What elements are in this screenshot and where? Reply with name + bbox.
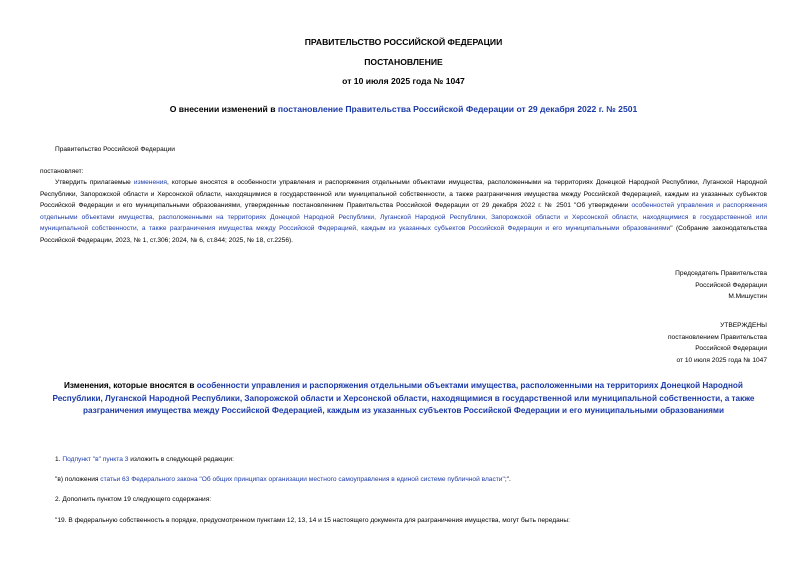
item-1-quote: "в) положения статьи 63 Федерального закона "Об общих принципах организации местного самоуправления в единой системе публичной власти";".: [55, 476, 511, 483]
decree-word: постановляет:: [40, 168, 84, 175]
approval-title: УТВЕРЖДЕНЫ: [720, 322, 767, 329]
item-19: "19. В федеральную собственность в порядке, предусмотренном пунктами 12, 13, 14 и 15 настоящего документа для разграничения имущества, могут быть переданы:: [55, 517, 570, 524]
document-type: ПОСТАНОВЛЕНИЕ: [364, 57, 443, 67]
title-link[interactable]: постановление Правительства Российской Федерации от 29 декабря 2022 г. № 2501: [277, 104, 638, 114]
features-link[interactable]: особенностей управления и распоряжения отдельными объектами имущества, расположенными на территориях Донецкой Народной Республики, Луганской Народной Республики, Запорожской области и Херсонской области, находящимися в государственной или муниципальной собственности, а также разграничения имущества между Российской Федерацией, каждым из указанных субъектов Российской Федерации и его муниципальными образованиями: [40, 202, 768, 232]
changes-link[interactable]: изменения: [133, 179, 168, 186]
issuer: Правительство Российской Федерации: [55, 146, 175, 153]
item-2: 2. Дополнить пунктом 19 следующего содержания:: [55, 496, 212, 503]
signature-block: [675, 268, 767, 303]
signature-org: Российской Федерации: [695, 281, 767, 289]
approval-org: Российской Федерации: [695, 345, 767, 352]
annex-title: Изменения, которые вносятся в особенности управления и распоряжения отдельными объектами имущества, расположенными на территориях Донецкой Народной Республики, Луганской Народной Республики, Запорожской области и Херсонской области, находящимися в государственной или муниципальной собственности, а также разграничения имущества между Российской Федерацией, каждым из указанных субъектов Российской Федерации и его муниципальными образованиями: [52, 381, 755, 415]
federal-law-link[interactable]: статьи 63 Федерального закона "Об общих принципах организации местного самоуправления в единой системе публичной власти": [100, 476, 505, 483]
document-date-number: от 10 июля 2025 года № 1047: [342, 76, 465, 86]
annex-title-link[interactable]: особенности управления и распоряжения отдельными объектами имущества, расположенными на территориях Донецкой Народной Республики, Луганской Народной Республики, Запорожской области и Херсонской области, находящимися в государственной или муниципальной собственности, а также разграничения имущества между Российской Федерацией, каждым из указанных субъектов Российской Федерации и его муниципальными образованиями: [52, 381, 755, 415]
paragraph-main: Утвердить прилагаемые изменения, которые вносятся в особенности управления и распоряжения отдельными объектами имущества, расположенными на территориях Донецкой Народной Республики, Луганской Народной Республики, Запорожской области и Херсонской области, находящимися в государственной или муниципальной собственности, а также разграничения имущества между Российской Федерацией, каждым из указанных субъектов Российской Федерации и его муниципальными образованиями, утвержденные постановлением Правительства Российской Федерации от 29 декабря 2022 г. № 2501 "Об утверждении особенностей управления и распоряжения отдельными объектами имущества, расположенными на территориях Донецкой Народной Республики, Луганской Народной Республики, Запорожской области и Херсонской области, находящимися в государственной или муниципальной собственности, а также разграничения имущества между Российской Федерацией, каждым из указанных субъектов Российской Федерации и его муниципальными образованиями" (Собрание законодательства Российской Федерации, 2023, № 1, ст.306; 2024, № 6, ст.844; 2025, № 18, ст.2256).: [40, 179, 768, 244]
title-prefix: О внесении изменений в: [169, 104, 278, 114]
approval-date: от 10 июля 2025 года № 1047: [676, 356, 767, 364]
signature-name: М.Мишустин: [728, 293, 767, 300]
government-name: ПРАВИТЕЛЬСТВО РОССИЙСКОЙ ФЕДЕРАЦИИ: [304, 37, 503, 47]
subpoint-link[interactable]: Подпункт "в" пункта 3: [62, 456, 129, 463]
item-1: 1. Подпункт "в" пункта 3 изложить в следующей редакции:: [55, 456, 234, 463]
approval-by: постановлением Правительства: [667, 333, 767, 341]
document-title: [0, 104, 807, 114]
signature-position: Председатель Правительства: [675, 270, 767, 277]
approval-block: [668, 320, 767, 366]
